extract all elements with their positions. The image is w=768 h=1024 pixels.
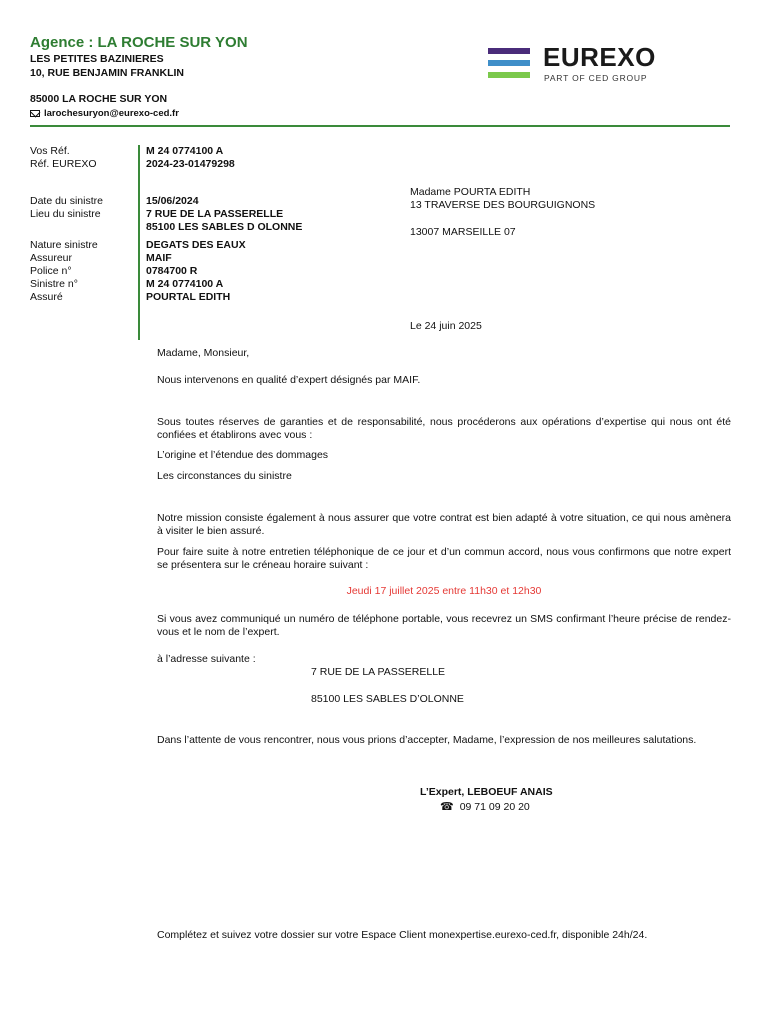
ref-eurexo-label: Réf. EUREXO <box>30 158 97 170</box>
visit-address-line2: 85100 LES SABLES D’OLONNE <box>311 693 464 705</box>
reference-divider <box>138 145 140 340</box>
date-sinistre-value: 15/06/2024 <box>146 195 199 207</box>
nature-sinistre-label: Nature sinistre <box>30 239 98 251</box>
letter-greeting: Madame, Monsieur, <box>157 347 250 359</box>
nature-sinistre-value: DEGATS DES EAUX <box>146 239 246 251</box>
envelope-icon <box>30 110 40 117</box>
date-sinistre-label: Date du sinistre <box>30 195 103 207</box>
assureur-value: MAIF <box>146 252 172 264</box>
logo-bar-blue <box>488 60 530 66</box>
vos-ref-label: Vos Réf. <box>30 145 70 157</box>
visit-address-line1: 7 RUE DE LA PASSERELLE <box>311 666 446 678</box>
expert-signature: L’Expert, LEBOEUF ANAIS <box>420 786 553 798</box>
appointment-slot: Jeudi 17 juillet 2025 entre 11h30 et 12h30 <box>346 585 542 597</box>
agency-title: Agence : LA ROCHE SUR YON <box>30 34 248 51</box>
header-divider <box>30 125 730 127</box>
logo-bar-green <box>488 72 530 78</box>
agency-email[interactable]: larochesuryon@eurexo-ced.fr <box>44 108 179 119</box>
letter-date: Le 24 juin 2025 <box>410 320 482 332</box>
sinistre-number-label: Sinistre n° <box>30 278 78 290</box>
logo-bar-purple <box>488 48 530 54</box>
agency-address-line2: 10, RUE BENJAMIN FRANKLIN <box>30 67 185 79</box>
letter-paragraph-5: Si vous avez communiqué un numéro de téléphone portable, vous recevrez un SMS confirmant l’heure précise de rendez-vous et le nom de l’expert. <box>157 613 731 638</box>
sinistre-number-value: M 24 0774100 A <box>146 278 224 290</box>
letter-paragraph-1: Nous intervenons en qualité d’expert désignés par MAIF. <box>157 374 421 386</box>
agency-address-line1: LES PETITES BAZINIERES <box>30 53 164 65</box>
agency-email-row <box>30 108 179 119</box>
letter-item-2: Les circonstances du sinistre <box>157 470 292 482</box>
police-label: Police n° <box>30 265 72 277</box>
police-value: 0784700 R <box>146 265 198 277</box>
agency-city: 85000 LA ROCHE SUR YON <box>30 93 168 105</box>
recipient-street: 13 TRAVERSE DES BOURGUIGNONS <box>410 199 596 211</box>
recipient-city: 13007 MARSEILLE 07 <box>410 226 516 238</box>
assure-value: POURTAL EDITH <box>146 291 231 303</box>
eurexo-logo <box>488 42 668 86</box>
lieu-sinistre-value2: 85100 LES SABLES D OLONNE <box>146 221 303 233</box>
expert-phone: 09 71 09 20 20 <box>459 800 530 813</box>
letter-paragraph-2: Sous toutes réserves de garanties et de responsabilité, nous procéderons aux opérations d’expertise qui nous ont été confiées et établirons avec vous : <box>157 416 731 441</box>
logo-wordmark: EUREXO <box>543 42 656 72</box>
footer-note: Complétez et suivez votre dossier sur votre Espace Client monexpertise.eurexo-ced.fr, disponible 24h/24. <box>157 929 648 941</box>
letter-paragraph-4: Pour faire suite à notre entretien téléphonique de ce jour et d’un commun accord, nous vous confirmons que notre expert se présentera sur le créneau horaire suivant : <box>157 546 731 571</box>
letter-paragraph-6: à l’adresse suivante : <box>157 653 256 665</box>
recipient-name: Madame POURTA EDITH <box>410 186 531 198</box>
lieu-sinistre-label: Lieu du sinistre <box>30 208 101 220</box>
logo-tagline: PART OF CED GROUP <box>544 73 648 83</box>
ref-eurexo-value: 2024-23-01479298 <box>146 158 235 170</box>
expert-phone-row <box>440 800 530 813</box>
assure-label: Assuré <box>30 291 63 303</box>
vos-ref-value: M 24 0774100 A <box>146 145 224 157</box>
assureur-label: Assureur <box>30 252 73 264</box>
letter-paragraph-3: Notre mission consiste également à nous assurer que votre contrat est bien adapté à votre situation, ce qui nous amènera à visiter le bien assuré. <box>157 512 731 537</box>
letter-closing: Dans l’attente de vous rencontrer, nous vous prions d’accepter, Madame, l’expression de nos meilleures salutations. <box>157 734 697 746</box>
letter-item-1: L’origine et l’étendue des dommages <box>157 449 329 461</box>
telephone-icon: ☎ <box>440 801 454 813</box>
lieu-sinistre-value1: 7 RUE DE LA PASSERELLE <box>146 208 284 220</box>
